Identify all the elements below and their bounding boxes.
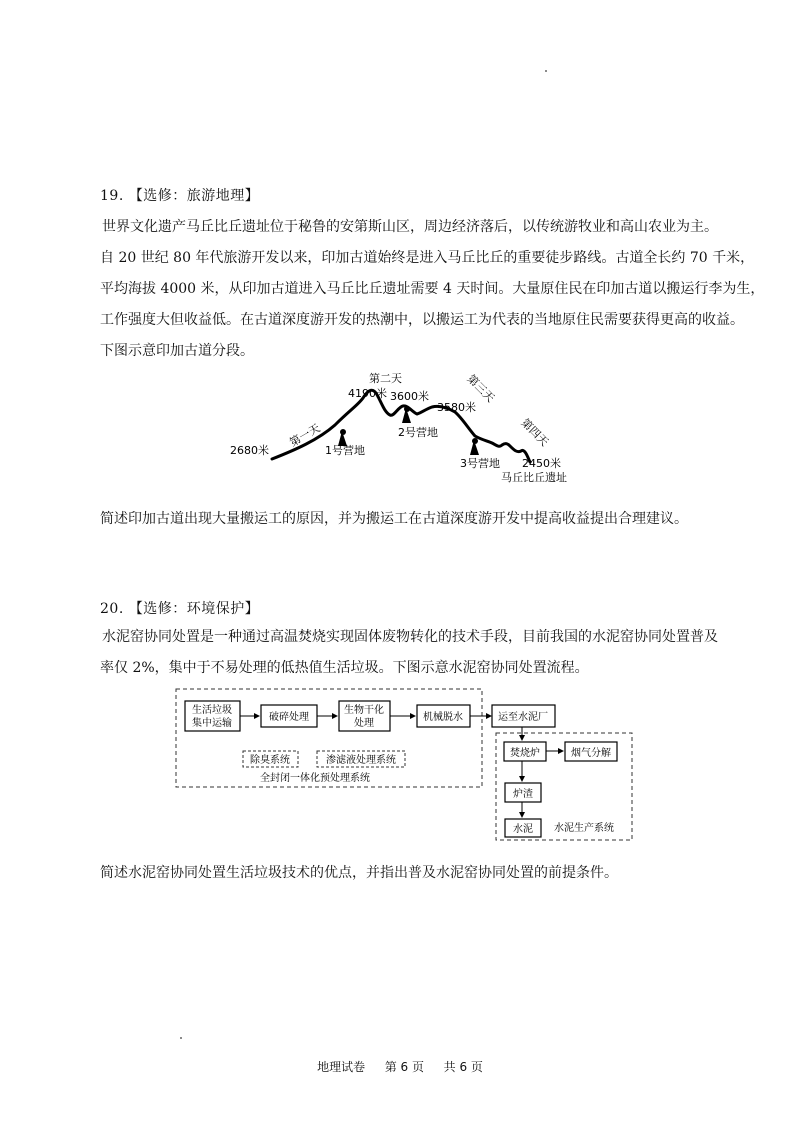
box-flue-gas-label: 烟气分解: [571, 748, 611, 759]
elev-3600-label: 3600米: [390, 390, 429, 403]
scan-speck: [180, 1037, 182, 1039]
q19-line-2: 自 20 世纪 80 年代旅游开发以来，印加古道始终是进入马丘比丘的重要徒步路线。古道全长约 70 千米，: [100, 250, 755, 266]
pretreatment-system-label: 全封闭一体化预处理系统: [260, 773, 370, 784]
site-label: 马丘比丘遗址: [501, 471, 567, 484]
q20-heading: 20. 【选修：环境保护】: [100, 601, 260, 617]
q20-paragraph: [100, 622, 730, 684]
elev-4190-label: 4190米: [348, 387, 387, 400]
box-cement-label: 水泥: [513, 824, 533, 835]
q19-question: 简述印加古道出现大量搬运工的原因，并为搬运工在古道深度游开发中提高收益提出合理建议。: [100, 511, 688, 527]
day2-label: 第二天: [369, 372, 402, 385]
q19-line-3: 平均海拔 4000 米，从印加古道进入马丘比丘遗址需要 4 天时间。大量原住民在印加古道以搬运行李为生，: [100, 281, 765, 297]
box-bio-drying-line2: 处理: [354, 718, 374, 729]
day3-label: 第三天: [464, 372, 497, 405]
q19-heading: 19. 【选修：旅游地理】: [100, 188, 260, 204]
camp2-label: 2号营地: [398, 426, 438, 439]
box-bio-drying-line1: 生物干化: [344, 705, 384, 716]
day4-label: 第四天: [518, 416, 551, 449]
q19-paragraph: [100, 212, 765, 367]
cement-system-label: 水泥生产系统: [554, 823, 614, 834]
elev-2680-label: 2680米: [230, 444, 269, 457]
box-crushing-label: 破碎处理: [269, 712, 309, 723]
box-slag-label: 炉渣: [513, 789, 533, 800]
q19-line-5: 下图示意印加古道分段。: [100, 343, 254, 359]
box-garbage-transport-line2: 集中运输: [192, 718, 232, 729]
q20-question: 简述水泥窑协同处置生活垃圾技术的优点，并指出普及水泥窑协同处置的前提条件。: [100, 865, 618, 881]
camp1-label: 1号营地: [325, 444, 365, 457]
footer-total-pages: 共 6 页: [443, 1060, 483, 1074]
camp3-marker: [470, 438, 479, 455]
page-footer: [0, 1058, 800, 1075]
inca-trail-figure: [220, 368, 590, 493]
q20-line-1: 水泥窑协同处置是一种通过高温焚烧实现固体废物转化的技术手段，目前我国的水泥窑协同处置普及: [102, 629, 718, 645]
q19-line-4: 工作强度大但收益低。在古道深度游开发的热潮中，以搬运工为代表的当地原住民需要获得更高的收益。: [100, 312, 744, 328]
q20-line-2: 率仅 2%，集中于不易处理的低热值生活垃圾。下图示意水泥窑协同处置流程。: [100, 660, 589, 676]
camp2-marker: [402, 406, 411, 423]
elev-2450-label: 2450米: [522, 457, 561, 470]
day1-label: 第一天: [287, 421, 323, 450]
cement-kiln-flowchart: [170, 685, 650, 845]
q19-line-1: 世界文化遗产马丘比丘遗址位于秘鲁的安第斯山区，周边经济落后，以传统游牧业和高山农业为主。: [102, 219, 718, 235]
footer-subject: 地理试卷: [317, 1060, 366, 1074]
leachate-system-label: 渗滤液处理系统: [326, 755, 396, 766]
camp3-label: 3号营地: [460, 457, 500, 470]
footer-page-number: 第 6 页: [384, 1060, 424, 1074]
box-incinerator-label: 焚烧炉: [510, 748, 540, 759]
box-dewatering-label: 机械脱水: [423, 712, 463, 723]
box-garbage-transport-line1: 生活垃圾: [192, 705, 232, 716]
deodor-system-label: 除臭系统: [250, 755, 290, 766]
elev-3580-label: 3580米: [437, 401, 476, 414]
scan-speck: [545, 70, 547, 72]
box-to-cement-plant-label: 运至水泥厂: [498, 712, 548, 723]
